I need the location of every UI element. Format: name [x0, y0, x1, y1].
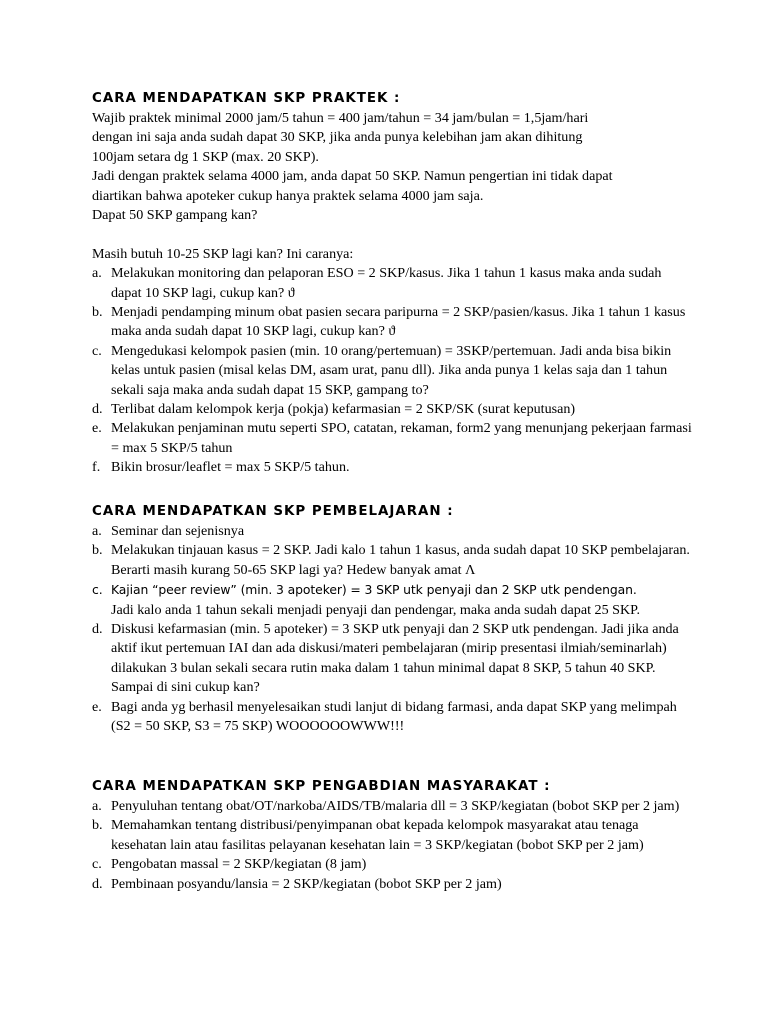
list-item	[92, 698, 692, 737]
list-item	[92, 303, 692, 342]
list-item	[92, 264, 692, 303]
list-item-label: a.	[92, 265, 102, 282]
list-item-label: e.	[92, 420, 102, 437]
list-item-label: e.	[92, 698, 102, 715]
paragraph-line: 100jam setara dg 1 SKP (max. 20 SKP).	[92, 148, 319, 165]
section-pembelajaran	[92, 502, 692, 736]
list-item	[92, 620, 692, 698]
list-item-text: Kajian “peer review” (min. 3 apoteker) = 3 SKP utk penyaji dan 2 SKP utk pendengan.	[111, 582, 637, 598]
list-item-label: b.	[92, 304, 103, 321]
list-item	[92, 875, 692, 894]
list-item-text: Melakukan monitoring dan pelaporan ESO = 2 SKP/kasus. Jika 1 tahun 1 kasus maka anda sudah dapat 10 SKP lagi, cukup kan? ϑ	[111, 265, 662, 301]
list-item-label: d.	[92, 401, 103, 418]
list-item	[92, 522, 692, 541]
list-item	[92, 816, 692, 855]
paragraph-line: Dapat 50 SKP gampang kan?	[92, 207, 258, 224]
list-item-label: f.	[92, 459, 101, 476]
paragraph-line: diartikan bahwa apoteker cukup hanya praktek selama 4000 jam saja.	[92, 187, 484, 204]
list-item-label: c.	[92, 856, 102, 873]
list-item-text: Bagi anda yg berhasil menyelesaikan studi lanjut di bidang farmasi, anda dapat SKP yang melimpah (S2 = 50 SKP, S3 = 75 SKP) WOOOOOOWWW!!!	[111, 698, 677, 735]
list-item-text: Menjadi pendamping minum obat pasien secara paripurna = 2 SKP/pasien/kasus. Jika 1 tahun 1 kasus maka anda sudah dapat 10 SKP lagi, cukup kan? ϑ	[111, 304, 686, 340]
list-item-label: d.	[92, 875, 103, 892]
list-item-text: Melakukan tinjauan kasus = 2 SKP. Jadi kalo 1 tahun 1 kasus, anda sudah dapat 10 SKP pembelajaran. Berarti masih kurang 50-65 SKP lagi ya? Hedew banyak amat Λ	[111, 542, 690, 578]
section-heading: CARA MENDAPATKAN SKP PRAKTEK :	[92, 91, 401, 106]
list-item-text: Penyuluhan tentang obat/OT/narkoba/AIDS/TB/malaria dll = 3 SKP/kegiatan (bobot SKP per 2 jam)	[111, 798, 680, 814]
list-item	[92, 855, 692, 874]
list-lead: Masih butuh 10-25 SKP lagi kan? Ini caranya:	[92, 245, 354, 262]
list-item	[92, 541, 692, 580]
section-heading: CARA MENDAPATKAN SKP PEMBELAJARAN :	[92, 504, 454, 519]
list-item-label: a.	[92, 523, 102, 539]
list-item	[92, 797, 692, 816]
list-item-text: Bikin brosur/leaflet = max 5 SKP/5 tahun.	[111, 459, 350, 476]
list-item	[92, 580, 692, 620]
list-item-label: b.	[92, 817, 103, 834]
paragraph-line: dengan ini saja anda sudah dapat 30 SKP, jika anda punya kelebihan jam akan dihitung	[92, 129, 583, 146]
section-pengabdian	[92, 777, 692, 894]
list-item	[92, 342, 692, 400]
list-item-label: b.	[92, 542, 103, 559]
list-item-text: Pengobatan massal = 2 SKP/kegiatan (8 jam)	[111, 856, 367, 873]
list-item-text: Pembinaan posyandu/lansia = 2 SKP/kegiatan (bobot SKP per 2 jam)	[111, 875, 502, 892]
list-item-text: Diskusi kefarmasian (min. 5 apoteker) = 3 SKP utk penyaji dan 2 SKP utk pendengan. Jadi jika anda aktif ikut pertemuan IAI dan ada diskusi/materi pembelajaran (mirip presentasi ilmiah/seminarlah) dilakukan 3 bulan sekali secara rutin maka dalam 1 tahun minimal dapat 8 SKP, 5 tahun 40 SKP. Sampai di sini cukup kan?	[111, 621, 679, 696]
list-item-label: a.	[92, 798, 102, 814]
list-item-label: c.	[92, 342, 102, 359]
list-item-label: c.	[92, 582, 103, 598]
paragraph-line: Wajib praktek minimal 2000 jam/5 tahun = 400 jam/tahun = 34 jam/bulan = 1,5jam/hari	[92, 110, 589, 126]
list-item-text: Jadi kalo anda 1 tahun sekali menjadi penyaji dan pendengar, maka anda sudah dapat 25 SKP.	[111, 601, 640, 618]
list-item-label: d.	[92, 621, 103, 638]
section-praktek	[92, 89, 692, 478]
list-item	[92, 458, 692, 477]
list-item	[92, 400, 692, 419]
list-item-text: Seminar dan sejenisnya	[111, 523, 245, 539]
list-item-text: Mengedukasi kelompok pasien (min. 10 orang/pertemuan) = 3SKP/pertemuan. Jadi anda bisa bikin kelas untuk pasien (misal kelas DM, asam urat, panu dll). Jika anda punya 1 kelas saja dan 1 tahun sekali saja maka anda sudah dapat 15 SKP, gampang to?	[111, 342, 672, 398]
list-item-text: Memahamkan tentang distribusi/penyimpanan obat kepada kelompok masyarakat atau tenaga kesehatan lain atau fasilitas pelayanan kesehatan lain = 3 SKP/kegiatan (bobot SKP per 2 jam)	[111, 817, 644, 853]
paragraph-line: Jadi dengan praktek selama 4000 jam, anda dapat 50 SKP. Namun pengertian ini tidak dapat	[92, 168, 613, 185]
list-item	[92, 419, 692, 458]
list-item-text: Terlibat dalam kelompok kerja (pokja) kefarmasian = 2 SKP/SK (surat keputusan)	[111, 401, 576, 418]
list-item-text: Melakukan penjaminan mutu seperti SPO, catatan, rekaman, form2 yang menunjang pekerjaan farmasi = max 5 SKP/5 tahun	[111, 420, 692, 456]
section-heading: CARA MENDAPATKAN SKP PENGABDIAN MASYARAKAT :	[92, 779, 551, 794]
